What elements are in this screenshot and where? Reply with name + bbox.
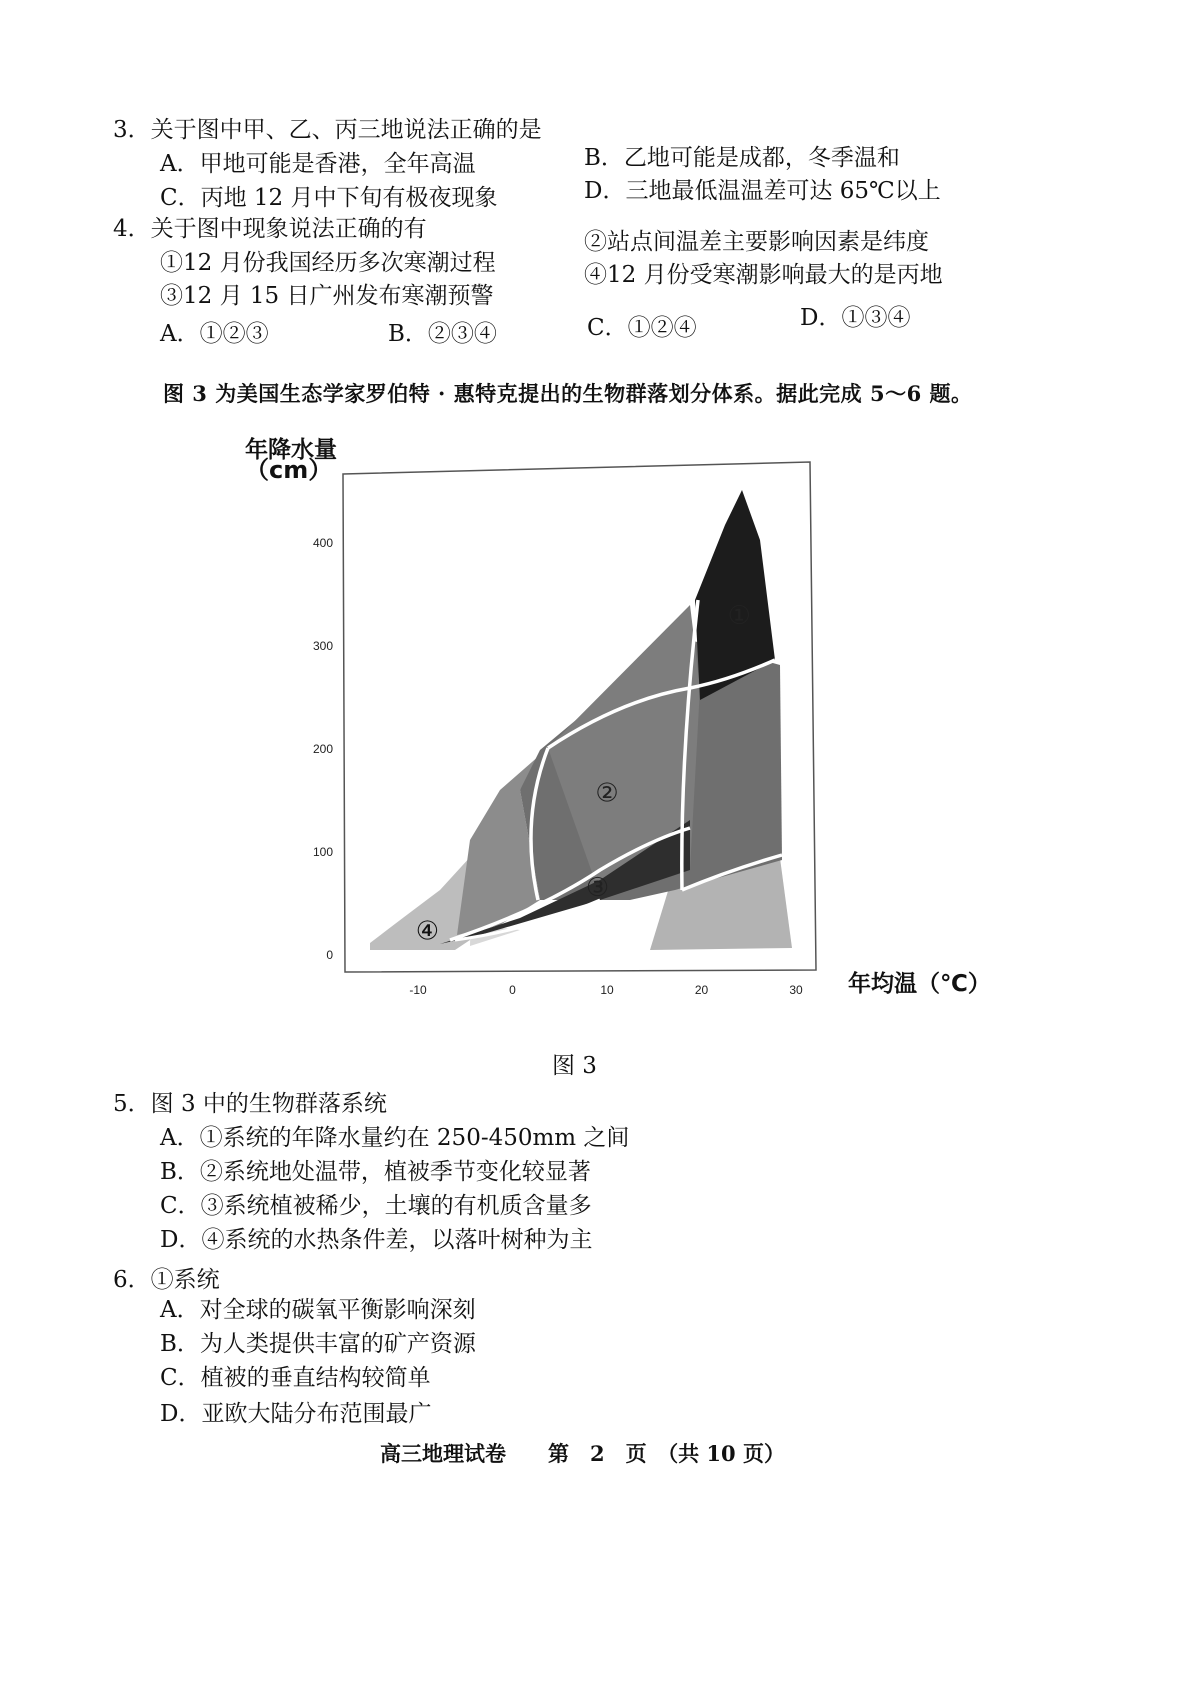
- x-tick-label: 0: [509, 983, 516, 997]
- x-tick-label: 10: [600, 983, 614, 997]
- x-tick-label: 20: [694, 983, 709, 997]
- y-axis-ticks: [313, 536, 333, 962]
- x-axis-ticks: [409, 983, 803, 997]
- figure-caption: 图 3: [552, 1053, 597, 1079]
- q6-option-a: A．对全球的碳氧平衡影响深刻: [160, 1297, 476, 1323]
- y-axis-title: 年降水量: [245, 437, 337, 463]
- region-label-1: ①: [727, 601, 751, 632]
- q6-stem: 6．①系统: [113, 1267, 220, 1293]
- q4-option-d: D．①③④: [800, 305, 911, 331]
- x-tick-label: -10: [409, 983, 427, 997]
- y-tick-label: 0: [326, 948, 333, 962]
- y-tick-label: 200: [312, 742, 333, 756]
- q5-option-b: B．②系统地处温带，植被季节变化较显著: [160, 1159, 591, 1185]
- q5-option-d: D．④系统的水热条件差，以落叶树种为主: [160, 1227, 593, 1253]
- region-label-4: ④: [415, 916, 440, 947]
- x-axis-title: 年均温（℃）: [848, 971, 991, 997]
- y-tick-label: 100: [312, 845, 333, 859]
- q5-option-c: C．③系统植被稀少，土壤的有机质含量多: [160, 1193, 592, 1219]
- q4-statement-3: ③12 月 15 日广州发布寒潮预警: [160, 283, 494, 309]
- q4-statement-4: ④12 月份受寒潮影响最大的是丙地: [584, 262, 943, 288]
- q4-statement-2: ②站点间温差主要影响因素是纬度: [584, 229, 929, 255]
- x-tick-label: 30: [789, 983, 803, 997]
- q3-stem: 3．关于图中甲、乙、丙三地说法正确的是: [113, 117, 542, 143]
- q3-option-d: D．三地最低温温差可达 65℃以上: [584, 178, 941, 204]
- q6-option-c: C．植被的垂直结构较简单: [160, 1365, 431, 1391]
- q3-option-a: A．甲地可能是香港，全年高温: [160, 151, 476, 177]
- page-footer: 高三地理试卷 第 2 页 （共 10 页）: [380, 1441, 785, 1466]
- q4-option-c: C．①②④: [587, 315, 697, 341]
- y-tick-label: 400: [312, 536, 333, 550]
- region-label-2: ②: [595, 778, 619, 809]
- q3-option-c: C．丙地 12 月中下旬有极夜现象: [160, 185, 498, 211]
- q4-option-b: B．②③④: [388, 321, 497, 347]
- q4-statement-1: ①12 月份我国经历多次寒潮过程: [160, 250, 496, 276]
- figure-intro: 图 3 为美国生态学家罗伯特 · 惠特克提出的生物群落划分体系。据此完成 5～6 题。: [163, 381, 973, 406]
- q6-option-b: B．为人类提供丰富的矿产资源: [160, 1331, 476, 1357]
- y-tick-label: 300: [312, 639, 333, 653]
- q5-stem: 5．图 3 中的生物群落系统: [113, 1091, 387, 1117]
- q5-option-a: A．①系统的年降水量约在 250-450mm 之间: [160, 1125, 630, 1151]
- region-label-3: ③: [585, 873, 610, 904]
- q6-option-d: D．亚欧大陆分布范围最广: [160, 1401, 432, 1427]
- q4-stem: 4．关于图中现象说法正确的有: [113, 216, 427, 242]
- q3-option-b: B．乙地可能是成都，冬季温和: [584, 145, 900, 171]
- q4-option-a: A．①②③: [160, 321, 269, 347]
- y-axis-unit: （cm）: [245, 456, 333, 484]
